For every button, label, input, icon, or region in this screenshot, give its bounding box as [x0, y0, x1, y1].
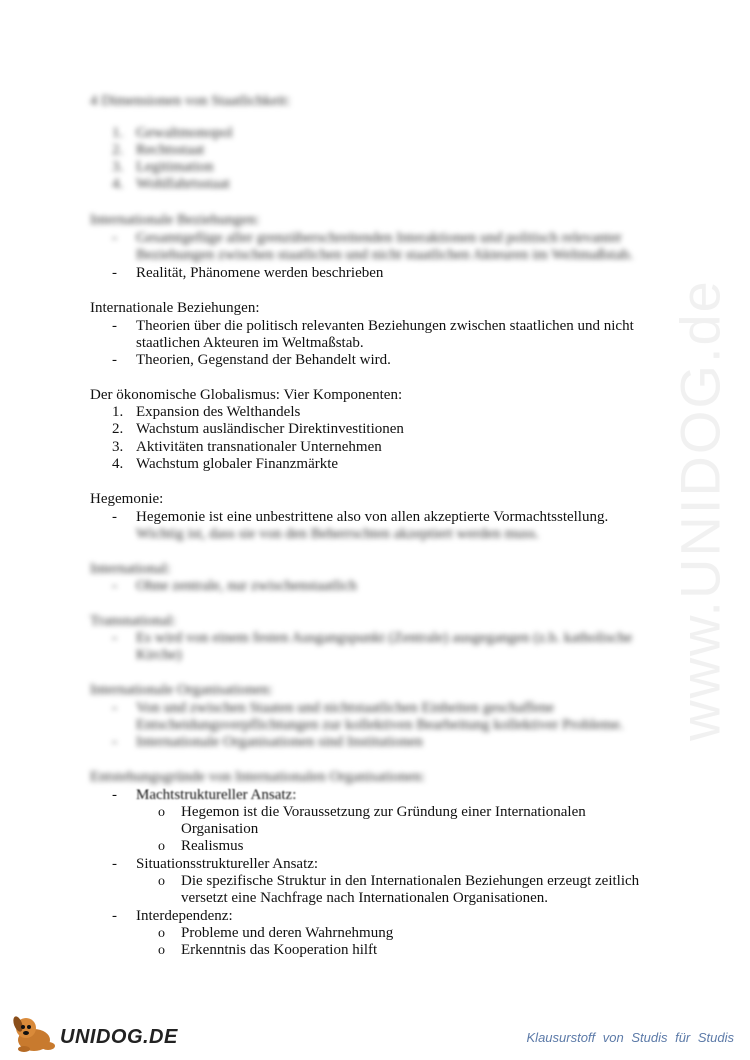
sub-bullet-text: Hegemon ist die Voraussetzung zur Gründung einer Internationalen	[181, 804, 586, 820]
section-title: International:	[90, 561, 171, 577]
bullet-text: Entscheidungsverpflichtungen zur kollektiven Bearbeitung kollektiver Probleme.	[136, 717, 624, 733]
bullet-dash: -	[112, 908, 117, 924]
bullet-dash: -	[112, 352, 117, 368]
bullet-dash: -	[112, 734, 117, 750]
list-item: Wachstum globaler Finanzmärkte	[136, 456, 339, 472]
bullet-text: Ohne zentrale, nur zwischenstaatlich	[136, 578, 357, 594]
bullet-text: staatlichen Akteuren im Weltmaßstab.	[136, 335, 364, 351]
list-number: 3.	[112, 439, 124, 455]
list-number: 1.	[112, 125, 124, 141]
watermark	[655, 270, 745, 750]
sub-bullet-text: Erkenntnis das Kooperation hilft	[181, 942, 378, 958]
bullet-dash: -	[112, 265, 117, 281]
bullet-circle: o	[158, 874, 165, 889]
list-number: 4.	[112, 176, 124, 192]
sub-bullet-text: Probleme und deren Wahrnehmung	[181, 925, 394, 941]
bullet-text: Beziehungen zwischen staatlichen und nicht staatlichen Akteuren im Weltmaßstab.	[136, 247, 634, 263]
bullet-text: Realität, Phänomene werden beschrieben	[136, 265, 384, 281]
section-title: Transnational:	[90, 613, 177, 629]
bullet-dash: -	[112, 318, 117, 334]
watermark-text: www.UNIDOG.de	[668, 279, 732, 741]
bullet-dash: -	[112, 578, 117, 594]
list-item: Aktivitäten transnationaler Unternehmen	[136, 439, 382, 455]
list-item: Expansion des Welthandels	[136, 404, 301, 420]
bullet-dash: -	[112, 230, 117, 246]
list-item: Legitimation	[136, 159, 214, 175]
bullet-circle: o	[158, 943, 165, 958]
unidog-logo	[10, 1012, 178, 1054]
list-number: 4.	[112, 456, 124, 472]
list-item: Wohlfahrtsstaat	[136, 176, 230, 192]
bullet-text: Interdependenz:	[136, 908, 233, 924]
bullet-dash: -	[112, 856, 117, 872]
bullet-text: Wichtig ist, dass sie von den Beherrschten akzeptiert werden muss.	[136, 526, 540, 542]
list-number: 2.	[112, 421, 124, 437]
list-item: Rechtsstaat	[136, 142, 205, 158]
section-title: Der ökonomische Globalismus: Vier Komponenten:	[90, 387, 403, 403]
sub-bullet-text: Realismus	[181, 838, 244, 854]
bullet-dash: -	[112, 630, 117, 646]
section-title: Internationale Beziehungen:	[90, 212, 260, 228]
bullet-text: Hegemonie ist eine unbestrittene also von allen akzeptierte Vormachtsstellung.	[136, 509, 609, 525]
sub-bullet-text: Organisation	[181, 821, 259, 837]
bullet-circle: o	[158, 926, 165, 941]
list-item: Gewaltmonopol	[136, 125, 233, 141]
bullet-text: Von und zwischen Staaten und nichtstaatlichen Einheiten geschaffene	[136, 700, 555, 716]
list-item: Wachstum ausländischer Direktinvestitionen	[136, 421, 404, 437]
bullet-text: Kirche)	[136, 647, 182, 663]
list-number: 2.	[112, 142, 124, 158]
bullet-text: Gesamtgefüge aller grenzüberschreitenden Interaktionen und politisch relevanter	[136, 230, 622, 246]
bullet-text: Machtstruktureller Ansatz:	[136, 787, 297, 803]
bullet-circle: o	[158, 805, 165, 820]
sub-bullet-text: Die spezifische Struktur in den Internationalen Beziehungen erzeugt zeitlich	[181, 873, 640, 889]
bullet-text: Situationsstruktureller Ansatz:	[136, 856, 319, 872]
bullet-text: Internationale Organisationen sind Institutionen	[136, 734, 423, 750]
section-title: Hegemonie:	[90, 491, 164, 507]
bullet-dash: -	[112, 509, 117, 525]
sub-bullet-text: versetzt eine Nachfrage nach Internationalen Organisationen.	[181, 890, 549, 906]
dog-icon	[10, 1012, 62, 1054]
section-title: 4 Dimensionen von Staatlichkeit:	[90, 93, 291, 109]
bullet-text: Theorien über die politisch relevanten Beziehungen zwischen staatlichen und nicht	[136, 318, 634, 334]
section-title: Internationale Organisationen:	[90, 682, 273, 698]
bullet-circle: o	[158, 839, 165, 854]
bullet-text: Theorien, Gegenstand der Behandelt wird.	[136, 352, 391, 368]
section-title: Entstehungsgründe von Internationalen Organisationen:	[90, 769, 426, 785]
footer-tagline: Klausurstoff von Studis für Studis	[526, 1030, 734, 1045]
bullet-dash: -	[112, 700, 117, 716]
list-number: 1.	[112, 404, 124, 420]
list-number: 3.	[112, 159, 124, 175]
bullet-text: Es wird von einem festen Ausgangspunkt (Zentrale) ausgegangen (z.b. katholische	[136, 630, 633, 646]
section-title: Internationale Beziehungen:	[90, 300, 260, 316]
bullet-dash: -	[112, 787, 117, 803]
logo-text: UNIDOG.DE	[60, 1026, 178, 1048]
